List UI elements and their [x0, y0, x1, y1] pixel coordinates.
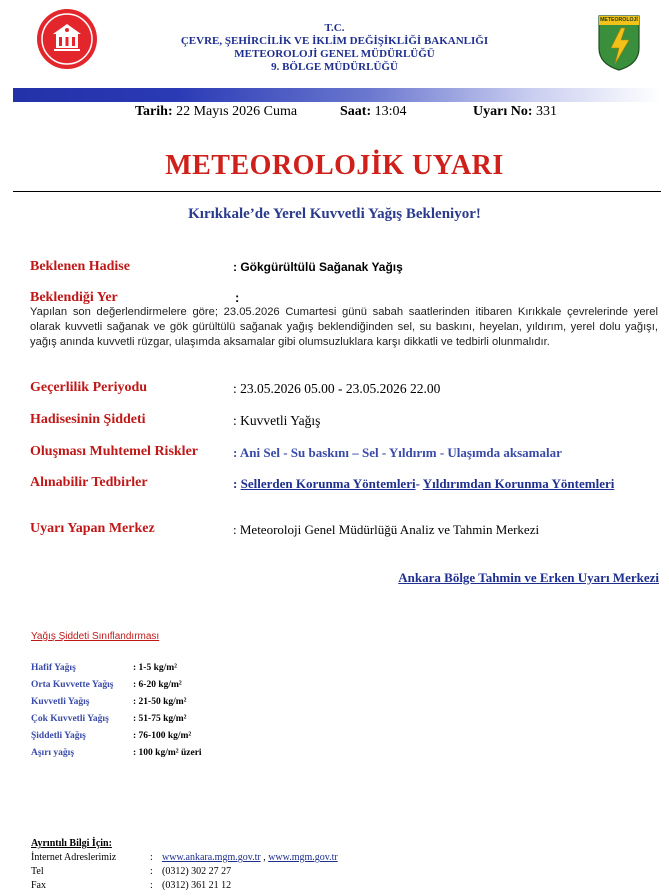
severity-label: Hadisesinin Şiddeti — [30, 412, 146, 427]
regional-center-link[interactable]: Ankara Bölge Tahmin ve Erken Uyarı Merkezi — [398, 570, 659, 585]
class-value-moderate: : 6-20 kg/m² — [133, 680, 182, 690]
risks-label: Oluşması Muhtemel Riskler — [30, 444, 198, 459]
validity-label: Geçerlilik Periyodu — [30, 380, 148, 395]
ankara-site-link[interactable]: www.ankara.mgm.gov.tr — [162, 852, 261, 863]
tel-label: Tel — [31, 866, 44, 877]
class-value-light: : 1-5 kg/m² — [133, 663, 178, 673]
date-value: 22 Mayıs 2026 Cuma — [176, 104, 298, 119]
validity-value: : 23.05.2026 05.00 - 23.05.2026 22.00 — [233, 381, 441, 396]
header-gradient-bar — [13, 88, 661, 102]
warning-number-value: 331 — [536, 104, 557, 119]
class-value-extreme: : 100 kg/m² üzeri — [133, 748, 202, 758]
warning-description: Yapılan son değerlendirmelere göre; 23.05.2026 Cumartesi günü sabah saatlerinden itibaren Kırıkkale çevrelerinde yerel olarak kuvvetli sağanak ve gök gürültülü sağanak yağış beklendiğinden sel, su baskını, heyelan, yıldırım, yerel dolu yağışı, yağış anında kuvvetli rüzgar, ulaşımda aksamalar gibi olumsuzluklara karşı dikkatli ve tedbirli olunmalıdır. — [30, 306, 658, 348]
severity-value: : Kuvvetli Yağış — [233, 413, 321, 428]
time-field — [340, 104, 407, 120]
class-name-strong: Kuvvetli Yağış — [31, 697, 90, 707]
event-value: : Gökgürültülü Sağanak Yağış — [233, 260, 403, 274]
warning-number-field — [473, 104, 557, 120]
header-line-ministry: ÇEVRE, ŞEHİRCİLİK VE İKLİM DEĞİŞİKLİĞİ BAKANLIĞI — [180, 35, 489, 47]
header-line-region: 9. BÖLGE MÜDÜRLÜĞÜ — [271, 61, 398, 73]
internet-links — [162, 852, 338, 863]
measures-label: Alınabilir Tedbirler — [30, 475, 148, 490]
link-separator: , — [260, 852, 269, 863]
class-name-very-strong: Çok Kuvvetli Yağış — [31, 714, 109, 724]
meteorology-logo-text: METEOROLOJİ — [600, 17, 638, 23]
lightning-protection-link[interactable]: Yıldırımdan Korunma Yöntemleri — [422, 476, 615, 491]
measures-separator: - — [415, 476, 420, 491]
tel-value: (0312) 302 27 27 — [162, 866, 232, 877]
fax-label: Fax — [31, 880, 46, 891]
event-label: Beklenen Hadise — [30, 259, 130, 274]
internet-label: İnternet Adreslerimiz — [31, 852, 117, 863]
class-name-extreme: Aşırı yağış — [31, 748, 75, 758]
footer-title: Ayrıntılı Bilgi İçin: — [31, 838, 112, 849]
internet-colon: : — [150, 852, 153, 863]
time-value: 13:04 — [374, 104, 407, 119]
title-divider — [13, 191, 661, 192]
issuing-center-label: Uyarı Yapan Merkez — [30, 521, 155, 536]
tel-colon: : — [150, 866, 153, 877]
page-title: METEOROLOJİK UYARI — [165, 150, 504, 181]
date-field — [135, 104, 297, 120]
class-value-very-strong: : 51-75 kg/m² — [133, 714, 187, 724]
measures-colon: : — [233, 476, 238, 491]
risks-value: : Ani Sel - Su baskını – Sel - Yıldırım - Ulaşımda aksamalar — [233, 445, 562, 460]
warning-headline: Kırıkkale’de Yerel Kuvvetli Yağış Bekleniyor! — [188, 206, 481, 222]
header-line-tc: T.C. — [324, 22, 345, 34]
class-value-severe: : 76-100 kg/m² — [133, 731, 192, 741]
issuing-center-value: : Meteoroloji Genel Müdürlüğü Analiz ve Tahmin Merkezi — [233, 522, 540, 537]
classification-title: Yağış Şiddeti Sınıflandırması — [31, 631, 160, 642]
fax-value: (0312) 361 21 12 — [162, 880, 232, 891]
fax-colon: : — [150, 880, 153, 891]
date-label: Tarih: — [135, 104, 173, 119]
measures-value — [233, 476, 614, 492]
class-name-light: Hafif Yağış — [31, 663, 76, 673]
class-name-severe: Şiddetli Yağış — [31, 731, 86, 741]
warning-number-label: Uyarı No: — [473, 104, 533, 119]
meteorology-logo — [597, 14, 641, 72]
expected-place-colon: : — [235, 290, 240, 305]
class-name-moderate: Orta Kuvvette Yağış — [31, 680, 114, 690]
flood-protection-link[interactable]: Sellerden Korunma Yöntemleri — [240, 476, 416, 491]
mgm-site-link[interactable]: www.mgm.gov.tr — [268, 852, 338, 863]
time-label: Saat: — [340, 104, 372, 119]
class-value-strong: : 21-50 kg/m² — [133, 697, 187, 707]
expected-place-label: Beklendiği Yer — [30, 290, 118, 305]
header-line-directorate: METEOROLOJİ GENEL MÜDÜRLÜĞÜ — [234, 48, 435, 60]
